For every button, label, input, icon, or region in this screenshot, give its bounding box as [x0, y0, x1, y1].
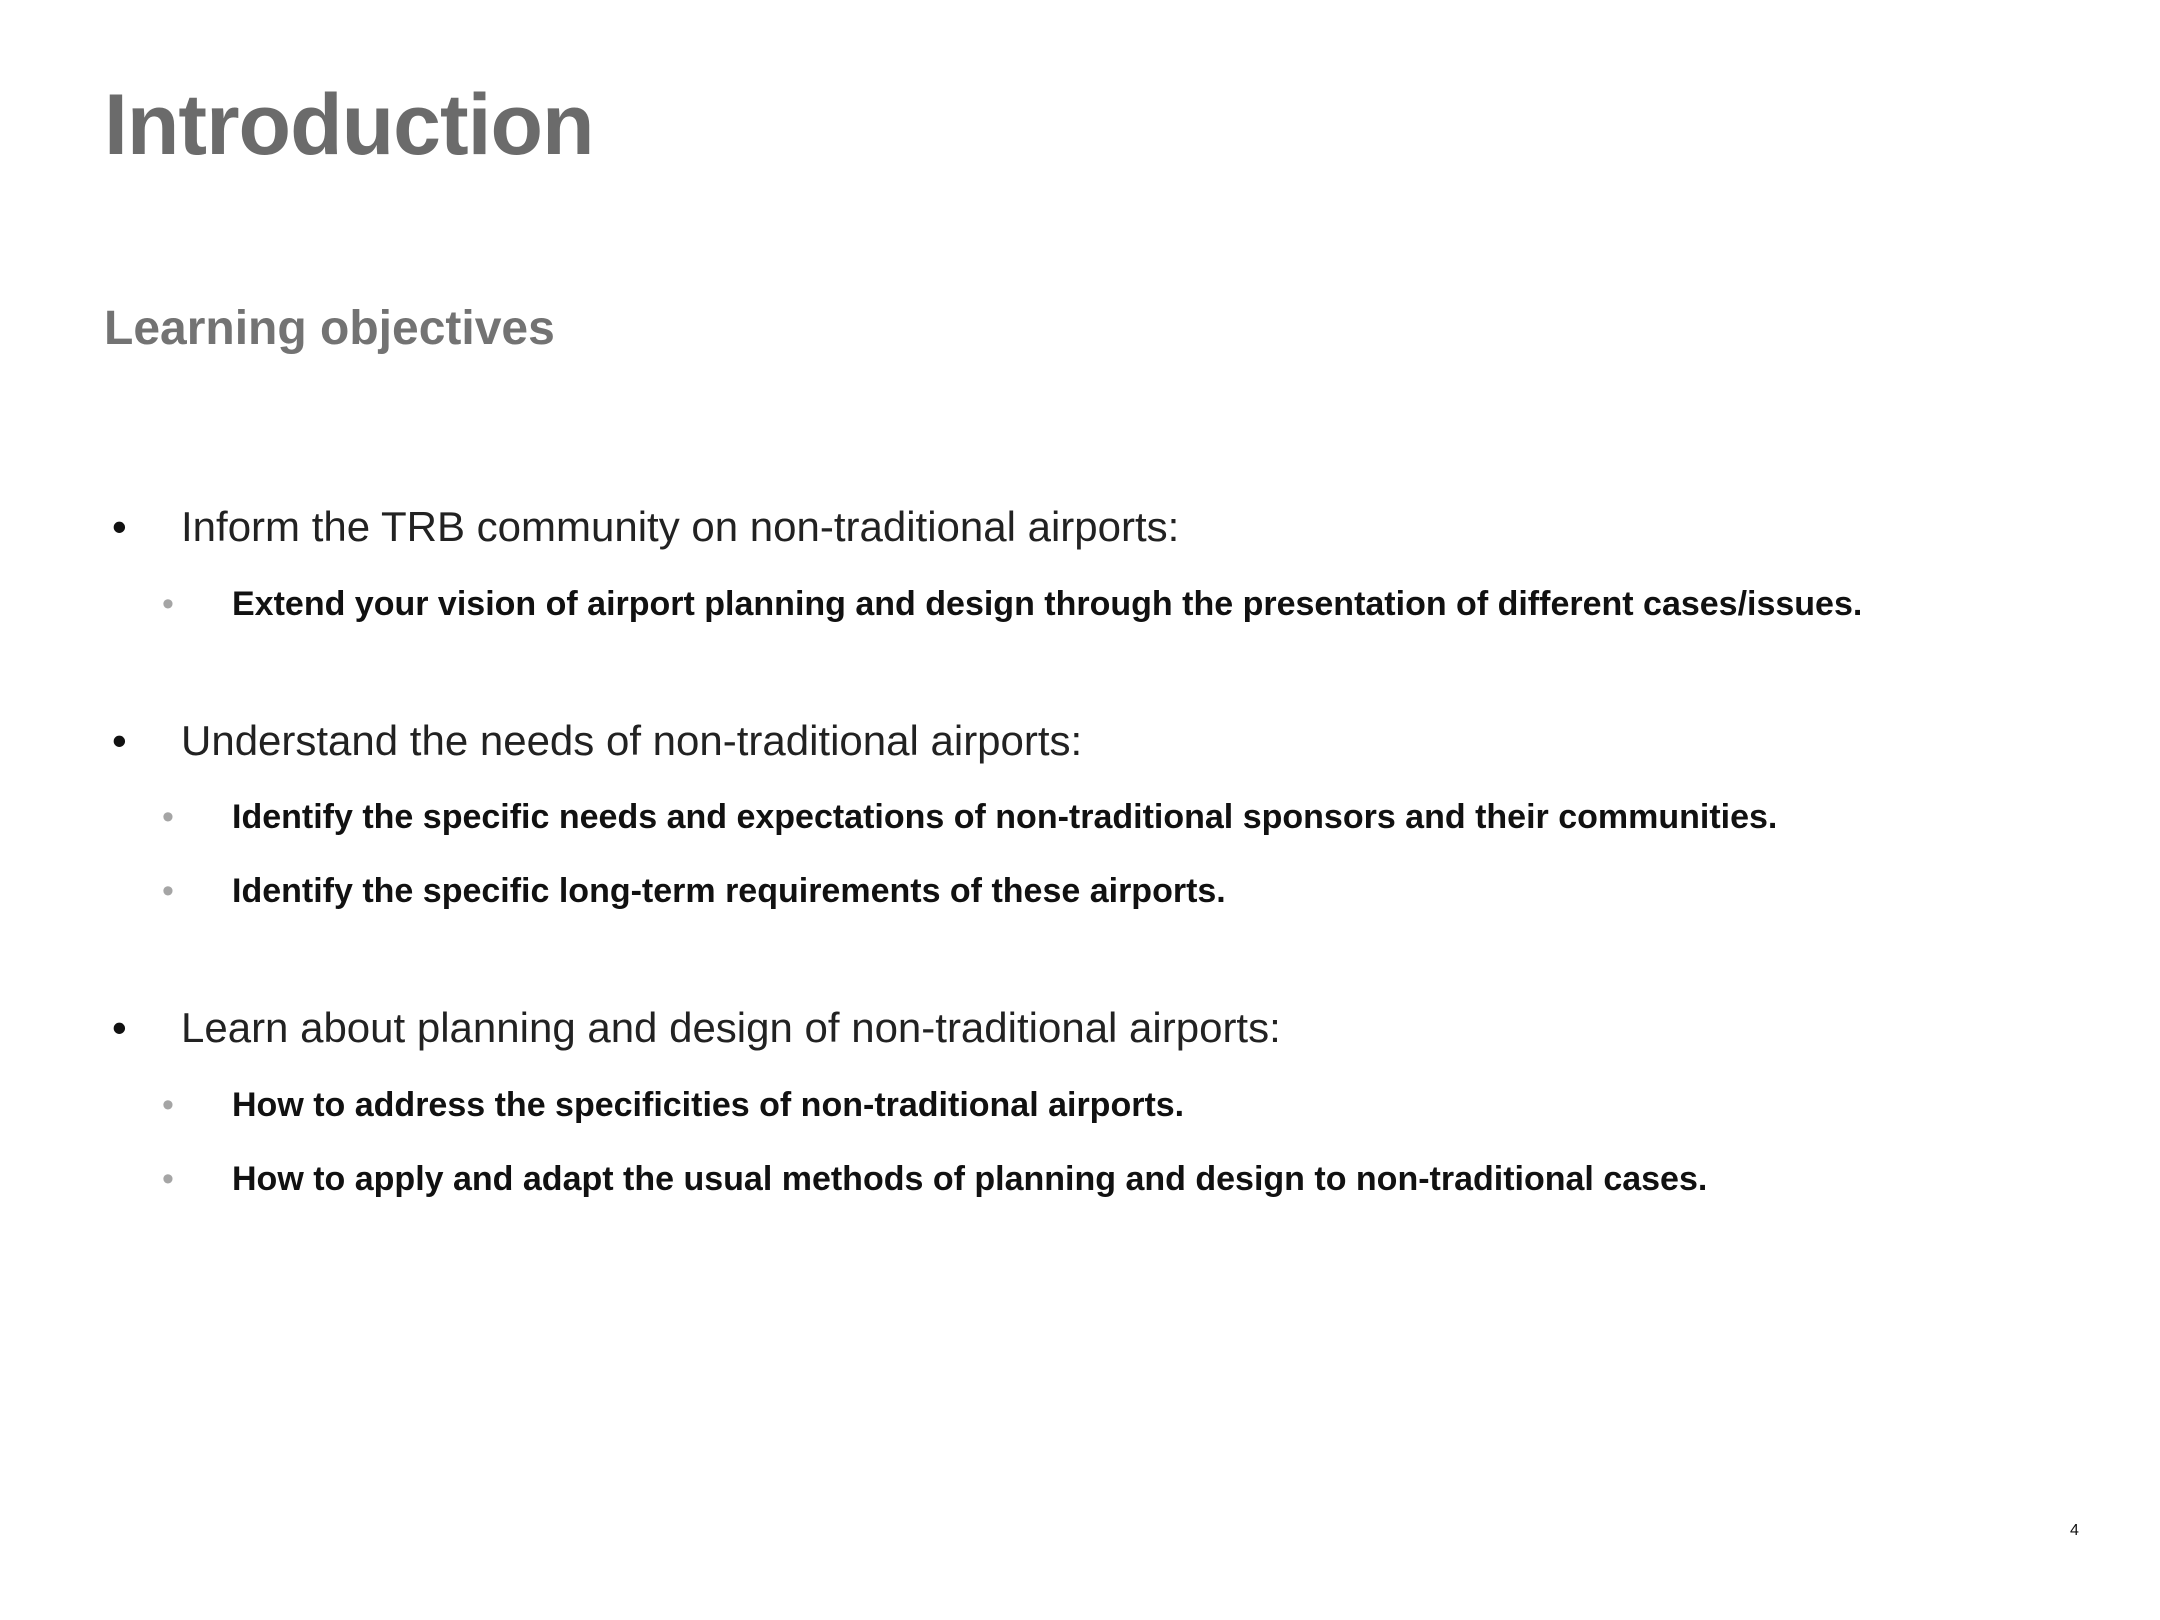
slide-subtitle: Learning objectives: [104, 302, 555, 355]
slide-title: Introduction: [104, 77, 594, 173]
sub-bullet-icon: •: [162, 1160, 174, 1198]
objective-text: Understand the needs of non-traditional airports:: [181, 717, 1083, 764]
bullet-icon: •: [112, 717, 127, 764]
objective-detail-text: Identify the specific needs and expectations of non-traditional sponsors and their communities.: [232, 798, 1778, 836]
page-number: 4: [2070, 1522, 2079, 1539]
objective-detail-text: Extend your vision of airport planning and design through the presentation of different cases/issues.: [232, 585, 1863, 623]
objective-detail-text: How to address the specificities of non-traditional airports.: [232, 1086, 1185, 1124]
bullet-icon: •: [112, 1004, 127, 1051]
sub-bullet-icon: •: [162, 585, 174, 623]
objective-text: Learn about planning and design of non-traditional airports:: [181, 1004, 1281, 1051]
sub-bullet-icon: •: [162, 1086, 174, 1124]
objective-text: Inform the TRB community on non-traditional airports:: [181, 503, 1180, 550]
sub-bullet-icon: •: [162, 872, 174, 910]
objective-detail-text: Identify the specific long-term requirements of these airports.: [232, 872, 1226, 910]
objective-detail-text: How to apply and adapt the usual methods of planning and design to non-traditional cases.: [232, 1160, 1708, 1198]
sub-bullet-icon: •: [162, 798, 174, 836]
bullet-icon: •: [112, 503, 127, 550]
